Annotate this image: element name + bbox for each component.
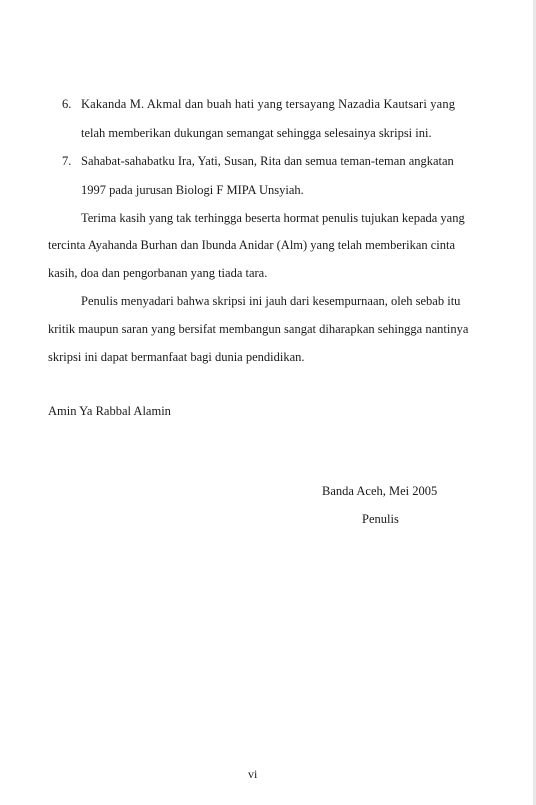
paragraph-line: Terima kasih yang tak terhingga beserta hormat penulis tujukan kepada yang bbox=[81, 211, 465, 225]
list-item-line: Kakanda M. Akmal dan buah hati yang tersayang Nazadia Kautsari yang bbox=[81, 97, 456, 111]
paragraph-line: kasih, doa dan pengorbanan yang tiada tara. bbox=[48, 266, 268, 280]
paragraph-line: Penulis menyadari bahwa skripsi ini jauh dari kesempurnaan, oleh sebab itu bbox=[81, 294, 461, 308]
list-item-line: 1997 pada jurusan Biologi F MIPA Unsyiah. bbox=[81, 183, 304, 197]
list-item-line: telah memberikan dukungan semangat sehingga selesainya skripsi ini. bbox=[81, 126, 432, 140]
list-item-number: 7. bbox=[62, 154, 72, 168]
list-item-number: 6. bbox=[62, 97, 72, 111]
signature-author: Penulis bbox=[362, 512, 399, 526]
list-item-line: Sahabat-sahabatku Ira, Yati, Susan, Rita dan semua teman-teman angkatan bbox=[81, 154, 454, 168]
signature-place-date: Banda Aceh, Mei 2005 bbox=[322, 484, 438, 498]
paragraph-line: tercinta Ayahanda Burhan dan Ibunda Anidar (Alm) yang telah memberikan cinta bbox=[48, 238, 456, 252]
closing-text: Amin Ya Rabbal Alamin bbox=[48, 404, 171, 418]
paragraph-line: skripsi ini dapat bermanfaat bagi dunia pendidikan. bbox=[48, 350, 305, 364]
page-number: vi bbox=[248, 767, 258, 781]
paragraph-line: kritik maupun saran yang bersifat membangun sangat diharapkan sehingga nantinya bbox=[48, 322, 469, 336]
